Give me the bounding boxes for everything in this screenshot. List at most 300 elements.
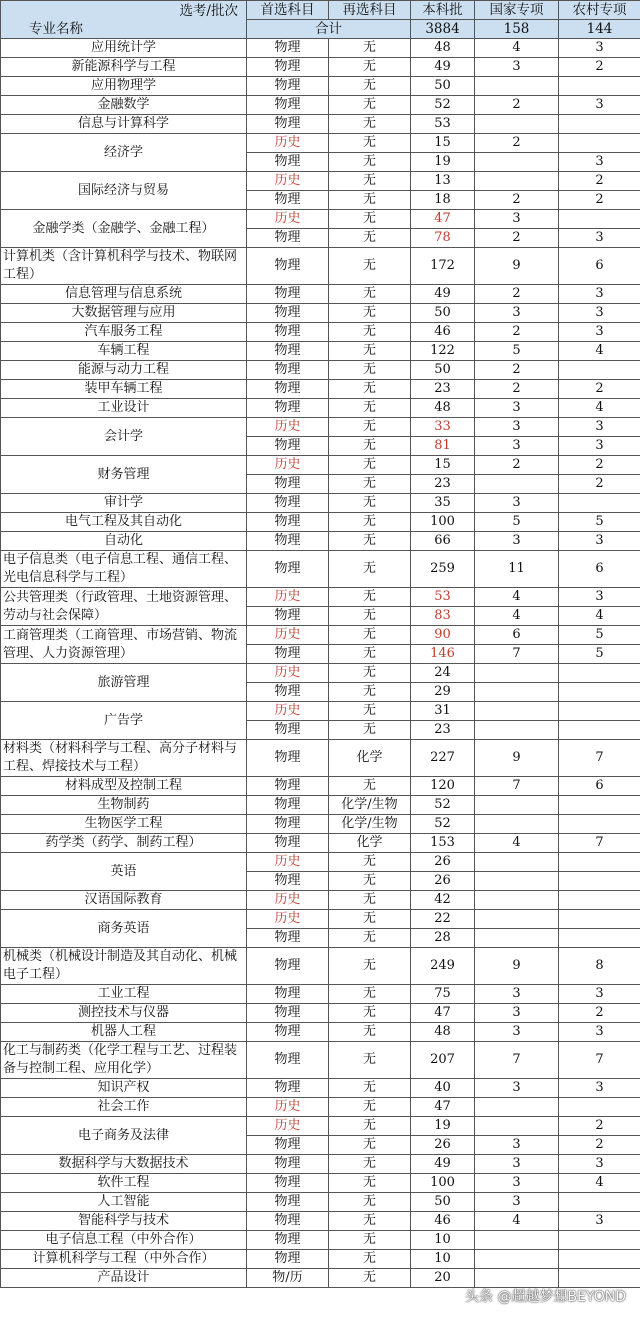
table-row	[1, 248, 640, 285]
col-header-second-subject: 再选科目	[329, 1, 411, 20]
national-special-cell	[475, 796, 559, 815]
second-subject-cell: 无	[329, 456, 411, 475]
rural-special-cell: 3	[559, 1212, 640, 1231]
second-subject-cell: 无	[329, 607, 411, 626]
rural-special-cell: 3	[559, 153, 640, 172]
header-row	[1, 1, 640, 20]
table-row	[1, 58, 640, 77]
second-subject-cell: 无	[329, 1042, 411, 1079]
undergrad-quota-cell: 75	[411, 985, 475, 1004]
second-subject-cell: 无	[329, 626, 411, 645]
table-row	[1, 815, 640, 834]
undergrad-quota-cell: 227	[411, 740, 475, 777]
col-header-first-subject: 首选科目	[247, 1, 329, 20]
first-subject-cell: 物理	[247, 1212, 329, 1231]
national-special-cell: 3	[475, 304, 559, 323]
first-subject-cell: 物理	[247, 607, 329, 626]
major-name-cell: 电子商务及法律	[1, 1117, 247, 1155]
second-subject-cell: 无	[329, 58, 411, 77]
major-name-cell: 计算机类（含计算机科学与技术、物联网工程）	[1, 248, 247, 285]
undergrad-quota-cell: 52	[411, 796, 475, 815]
rural-special-cell: 3	[559, 532, 640, 551]
rural-special-cell: 5	[559, 626, 640, 645]
second-subject-cell: 无	[329, 777, 411, 796]
major-name-cell: 能源与动力工程	[1, 361, 247, 380]
diag-top-label: 选考/批次	[179, 3, 238, 19]
table-row	[1, 77, 640, 96]
undergrad-quota-cell: 42	[411, 891, 475, 910]
diag-bottom-label: 专业名称	[29, 21, 83, 37]
second-subject-cell: 无	[329, 721, 411, 740]
major-name-cell: 汉语国际教育	[1, 891, 247, 910]
national-special-cell: 7	[475, 777, 559, 796]
national-special-cell: 3	[475, 1004, 559, 1023]
rural-special-cell: 2	[559, 1117, 640, 1136]
major-name-cell: 软件工程	[1, 1174, 247, 1193]
rural-special-cell	[559, 134, 640, 153]
second-subject-cell: 无	[329, 191, 411, 210]
national-special-cell	[475, 929, 559, 948]
major-name-cell: 新能源科学与工程	[1, 58, 247, 77]
national-special-cell	[475, 721, 559, 740]
rural-special-cell: 3	[559, 1079, 640, 1098]
national-special-cell: 4	[475, 39, 559, 58]
national-special-cell: 4	[475, 588, 559, 607]
table-row	[1, 1023, 640, 1042]
undergrad-quota-cell: 26	[411, 853, 475, 872]
second-subject-cell: 无	[329, 115, 411, 134]
undergrad-quota-cell: 52	[411, 815, 475, 834]
national-special-cell	[475, 1098, 559, 1117]
undergrad-quota-cell: 78	[411, 229, 475, 248]
first-subject-cell: 历史	[247, 910, 329, 929]
undergrad-quota-cell: 48	[411, 399, 475, 418]
second-subject-cell: 无	[329, 683, 411, 702]
first-subject-cell: 物理	[247, 58, 329, 77]
major-name-cell: 国际经济与贸易	[1, 172, 247, 210]
second-subject-cell: 无	[329, 1136, 411, 1155]
undergrad-quota-cell: 47	[411, 1098, 475, 1117]
national-special-cell	[475, 910, 559, 929]
undergrad-quota-cell: 48	[411, 39, 475, 58]
second-subject-cell: 无	[329, 285, 411, 304]
rural-special-cell: 3	[559, 229, 640, 248]
rural-special-cell	[559, 1098, 640, 1117]
major-name-cell: 产品设计	[1, 1269, 247, 1288]
major-name-cell: 审计学	[1, 494, 247, 513]
second-subject-cell: 无	[329, 475, 411, 494]
undergrad-quota-cell: 53	[411, 588, 475, 607]
major-name-cell: 经济学	[1, 134, 247, 172]
second-subject-cell: 无	[329, 1231, 411, 1250]
national-special-cell	[475, 1250, 559, 1269]
national-special-cell: 3	[475, 494, 559, 513]
first-subject-cell: 物理	[247, 285, 329, 304]
national-special-cell: 2	[475, 285, 559, 304]
first-subject-cell: 物理	[247, 929, 329, 948]
table-row	[1, 285, 640, 304]
national-special-cell: 2	[475, 323, 559, 342]
undergrad-quota-cell: 31	[411, 702, 475, 721]
second-subject-cell: 无	[329, 494, 411, 513]
national-special-cell	[475, 475, 559, 494]
major-name-cell: 应用物理学	[1, 77, 247, 96]
col-header-national-special: 国家专项	[475, 1, 559, 20]
table-row	[1, 1250, 640, 1269]
undergrad-quota-cell: 49	[411, 285, 475, 304]
first-subject-cell: 历史	[247, 853, 329, 872]
rural-special-cell: 3	[559, 39, 640, 58]
second-subject-cell: 无	[329, 229, 411, 248]
national-special-cell: 3	[475, 985, 559, 1004]
table-row	[1, 777, 640, 796]
rural-special-cell	[559, 815, 640, 834]
national-special-cell: 4	[475, 607, 559, 626]
national-special-cell: 3	[475, 1023, 559, 1042]
major-name-cell: 知识产权	[1, 1079, 247, 1098]
major-name-cell: 商务英语	[1, 910, 247, 948]
major-name-cell: 金融学类（金融学、金融工程）	[1, 210, 247, 248]
rural-special-cell: 7	[559, 834, 640, 853]
first-subject-cell: 物理	[247, 39, 329, 58]
second-subject-cell: 无	[329, 872, 411, 891]
total-undergrad: 3884	[411, 20, 475, 39]
second-subject-cell: 无	[329, 1250, 411, 1269]
table-row	[1, 494, 640, 513]
rural-special-cell: 2	[559, 191, 640, 210]
first-subject-cell: 物理	[247, 342, 329, 361]
rural-special-cell	[559, 77, 640, 96]
undergrad-quota-cell: 81	[411, 437, 475, 456]
first-subject-cell: 历史	[247, 1117, 329, 1136]
second-subject-cell: 无	[329, 153, 411, 172]
table-row	[1, 910, 640, 929]
first-subject-cell: 物理	[247, 115, 329, 134]
first-subject-cell: 物理	[247, 399, 329, 418]
national-special-cell	[475, 77, 559, 96]
major-name-cell: 自动化	[1, 532, 247, 551]
rural-special-cell: 3	[559, 437, 640, 456]
major-name-cell: 计算机科学与工程（中外合作）	[1, 1250, 247, 1269]
major-name-cell: 财务管理	[1, 456, 247, 494]
national-special-cell: 9	[475, 948, 559, 985]
second-subject-cell: 无	[329, 1023, 411, 1042]
national-special-cell	[475, 1231, 559, 1250]
rural-special-cell: 3	[559, 985, 640, 1004]
rural-special-cell: 6	[559, 248, 640, 285]
second-subject-cell: 化学/生物	[329, 815, 411, 834]
rural-special-cell	[559, 796, 640, 815]
national-special-cell: 3	[475, 1136, 559, 1155]
table-row	[1, 172, 640, 191]
first-subject-cell: 物理	[247, 153, 329, 172]
national-special-cell	[475, 815, 559, 834]
rural-special-cell: 6	[559, 777, 640, 796]
national-special-cell: 6	[475, 626, 559, 645]
national-special-cell: 3	[475, 1193, 559, 1212]
watermark-text: 头条 @超越梦想BEYOND	[465, 1289, 626, 1305]
total-rural: 144	[559, 20, 640, 39]
national-special-cell: 7	[475, 645, 559, 664]
undergrad-quota-cell: 18	[411, 191, 475, 210]
major-name-cell: 材料类（材料科学与工程、高分子材料与工程、焊接技术与工程）	[1, 740, 247, 777]
table-row	[1, 1098, 640, 1117]
table-row	[1, 1212, 640, 1231]
second-subject-cell: 无	[329, 39, 411, 58]
first-subject-cell: 物理	[247, 645, 329, 664]
table-row	[1, 1231, 640, 1250]
table-row	[1, 985, 640, 1004]
second-subject-cell: 无	[329, 910, 411, 929]
table-row	[1, 399, 640, 418]
first-subject-cell: 历史	[247, 456, 329, 475]
undergrad-quota-cell: 40	[411, 1079, 475, 1098]
national-special-cell: 2	[475, 380, 559, 399]
rural-special-cell: 2	[559, 1004, 640, 1023]
rural-special-cell: 4	[559, 607, 640, 626]
rural-special-cell: 4	[559, 342, 640, 361]
rural-special-cell: 3	[559, 285, 640, 304]
second-subject-cell: 无	[329, 304, 411, 323]
table-row	[1, 1042, 640, 1079]
national-special-cell: 7	[475, 1042, 559, 1079]
rural-special-cell	[559, 1269, 640, 1288]
national-special-cell: 2	[475, 456, 559, 475]
first-subject-cell: 物理	[247, 815, 329, 834]
national-special-cell	[475, 1269, 559, 1288]
first-subject-cell: 物理	[247, 532, 329, 551]
first-subject-cell: 历史	[247, 626, 329, 645]
total-national: 158	[475, 20, 559, 39]
second-subject-cell: 无	[329, 551, 411, 588]
rural-special-cell: 2	[559, 380, 640, 399]
second-subject-cell: 无	[329, 853, 411, 872]
national-special-cell: 3	[475, 1155, 559, 1174]
first-subject-cell: 物理	[247, 96, 329, 115]
major-name-cell: 材料成型及控制工程	[1, 777, 247, 796]
rural-special-cell	[559, 853, 640, 872]
second-subject-cell: 无	[329, 948, 411, 985]
table-row	[1, 1079, 640, 1098]
major-name-cell: 电气工程及其自动化	[1, 513, 247, 532]
rural-special-cell	[559, 721, 640, 740]
major-name-cell: 广告学	[1, 702, 247, 740]
second-subject-cell: 无	[329, 342, 411, 361]
national-special-cell: 2	[475, 134, 559, 153]
diagonal-header-cell	[1, 1, 247, 39]
major-name-cell: 生物医学工程	[1, 815, 247, 834]
national-special-cell: 11	[475, 551, 559, 588]
major-name-cell: 会计学	[1, 418, 247, 456]
major-name-cell: 数据科学与大数据技术	[1, 1155, 247, 1174]
major-name-cell: 测控技术与仪器	[1, 1004, 247, 1023]
first-subject-cell: 物理	[247, 872, 329, 891]
undergrad-quota-cell: 15	[411, 134, 475, 153]
rural-special-cell: 5	[559, 645, 640, 664]
second-subject-cell: 无	[329, 77, 411, 96]
national-special-cell: 2	[475, 96, 559, 115]
first-subject-cell: 物理	[247, 229, 329, 248]
undergrad-quota-cell: 19	[411, 153, 475, 172]
undergrad-quota-cell: 13	[411, 172, 475, 191]
undergrad-quota-cell: 120	[411, 777, 475, 796]
first-subject-cell: 物理	[247, 1174, 329, 1193]
second-subject-cell: 无	[329, 1098, 411, 1117]
table-row	[1, 134, 640, 153]
undergrad-quota-cell: 23	[411, 475, 475, 494]
major-name-cell: 社会工作	[1, 1098, 247, 1117]
rural-special-cell: 4	[559, 1174, 640, 1193]
undergrad-quota-cell: 19	[411, 1117, 475, 1136]
undergrad-quota-cell: 22	[411, 910, 475, 929]
col-header-rural-special: 农村专项	[559, 1, 640, 20]
second-subject-cell: 无	[329, 323, 411, 342]
national-special-cell: 3	[475, 532, 559, 551]
undergrad-quota-cell: 83	[411, 607, 475, 626]
table-row	[1, 96, 640, 115]
table-row	[1, 342, 640, 361]
rural-special-cell: 5	[559, 513, 640, 532]
undergrad-quota-cell: 249	[411, 948, 475, 985]
major-name-cell: 信息与计算科学	[1, 115, 247, 134]
national-special-cell: 3	[475, 399, 559, 418]
undergrad-quota-cell: 26	[411, 1136, 475, 1155]
second-subject-cell: 无	[329, 96, 411, 115]
first-subject-cell: 物理	[247, 77, 329, 96]
national-special-cell: 3	[475, 1079, 559, 1098]
undergrad-quota-cell: 122	[411, 342, 475, 361]
rural-special-cell: 7	[559, 740, 640, 777]
major-name-cell: 旅游管理	[1, 664, 247, 702]
national-special-cell	[475, 872, 559, 891]
national-special-cell: 5	[475, 513, 559, 532]
table-row	[1, 1117, 640, 1136]
table-row	[1, 304, 640, 323]
second-subject-cell: 无	[329, 891, 411, 910]
first-subject-cell: 历史	[247, 210, 329, 229]
table-row	[1, 588, 640, 607]
undergrad-quota-cell: 52	[411, 96, 475, 115]
first-subject-cell: 物理	[247, 1193, 329, 1212]
first-subject-cell: 物理	[247, 777, 329, 796]
national-special-cell: 9	[475, 248, 559, 285]
rural-special-cell	[559, 929, 640, 948]
undergrad-quota-cell: 53	[411, 115, 475, 134]
table-row	[1, 740, 640, 777]
table-row	[1, 1004, 640, 1023]
first-subject-cell: 物理	[247, 1004, 329, 1023]
rural-special-cell	[559, 910, 640, 929]
national-special-cell: 3	[475, 437, 559, 456]
first-subject-cell: 物/历	[247, 1269, 329, 1288]
rural-special-cell	[559, 1231, 640, 1250]
undergrad-quota-cell: 146	[411, 645, 475, 664]
rural-special-cell: 4	[559, 399, 640, 418]
undergrad-quota-cell: 46	[411, 323, 475, 342]
undergrad-quota-cell: 28	[411, 929, 475, 948]
second-subject-cell: 无	[329, 1004, 411, 1023]
rural-special-cell: 2	[559, 475, 640, 494]
national-special-cell	[475, 1117, 559, 1136]
undergrad-quota-cell: 100	[411, 513, 475, 532]
undergrad-quota-cell: 23	[411, 380, 475, 399]
first-subject-cell: 历史	[247, 418, 329, 437]
major-name-cell: 车辆工程	[1, 342, 247, 361]
rural-special-cell: 2	[559, 58, 640, 77]
second-subject-cell: 无	[329, 210, 411, 229]
major-name-cell: 汽车服务工程	[1, 323, 247, 342]
major-name-cell: 英语	[1, 853, 247, 891]
table-row	[1, 948, 640, 985]
first-subject-cell: 物理	[247, 248, 329, 285]
first-subject-cell: 历史	[247, 702, 329, 721]
undergrad-quota-cell: 90	[411, 626, 475, 645]
undergrad-quota-cell: 33	[411, 418, 475, 437]
rural-special-cell	[559, 872, 640, 891]
table-row	[1, 796, 640, 815]
first-subject-cell: 物理	[247, 985, 329, 1004]
first-subject-cell: 物理	[247, 494, 329, 513]
second-subject-cell: 无	[329, 380, 411, 399]
major-name-cell: 应用统计学	[1, 39, 247, 58]
first-subject-cell: 物理	[247, 796, 329, 815]
undergrad-quota-cell: 35	[411, 494, 475, 513]
first-subject-cell: 历史	[247, 134, 329, 153]
rural-special-cell	[559, 210, 640, 229]
second-subject-cell: 无	[329, 1117, 411, 1136]
first-subject-cell: 物理	[247, 721, 329, 740]
undergrad-quota-cell: 50	[411, 304, 475, 323]
first-subject-cell: 物理	[247, 834, 329, 853]
major-name-cell: 机械类（机械设计制造及其自动化、机械电子工程）	[1, 948, 247, 985]
undergrad-quota-cell: 10	[411, 1250, 475, 1269]
national-special-cell: 5	[475, 342, 559, 361]
undergrad-quota-cell: 29	[411, 683, 475, 702]
table-row	[1, 891, 640, 910]
undergrad-quota-cell: 20	[411, 1269, 475, 1288]
second-subject-cell: 无	[329, 418, 411, 437]
first-subject-cell: 物理	[247, 1136, 329, 1155]
rural-special-cell: 2	[559, 172, 640, 191]
table-row	[1, 380, 640, 399]
major-name-cell: 工商管理类（工商管理、市场营销、物流管理、人力资源管理）	[1, 626, 247, 664]
table-row	[1, 853, 640, 872]
rural-special-cell: 7	[559, 1042, 640, 1079]
rural-special-cell	[559, 702, 640, 721]
rural-special-cell	[559, 1193, 640, 1212]
second-subject-cell: 化学/生物	[329, 796, 411, 815]
first-subject-cell: 物理	[247, 740, 329, 777]
table-row	[1, 1193, 640, 1212]
table-row	[1, 532, 640, 551]
rural-special-cell	[559, 494, 640, 513]
first-subject-cell: 物理	[247, 551, 329, 588]
rural-special-cell: 3	[559, 323, 640, 342]
undergrad-quota-cell: 26	[411, 872, 475, 891]
second-subject-cell: 无	[329, 1174, 411, 1193]
second-subject-cell: 无	[329, 588, 411, 607]
rural-special-cell: 3	[559, 1155, 640, 1174]
second-subject-cell: 无	[329, 134, 411, 153]
table-row	[1, 115, 640, 134]
major-name-cell: 装甲车辆工程	[1, 380, 247, 399]
table-row	[1, 323, 640, 342]
second-subject-cell: 无	[329, 513, 411, 532]
major-name-cell: 电子信息工程（中外合作）	[1, 1231, 247, 1250]
first-subject-cell: 物理	[247, 683, 329, 702]
national-special-cell	[475, 702, 559, 721]
national-special-cell	[475, 115, 559, 134]
